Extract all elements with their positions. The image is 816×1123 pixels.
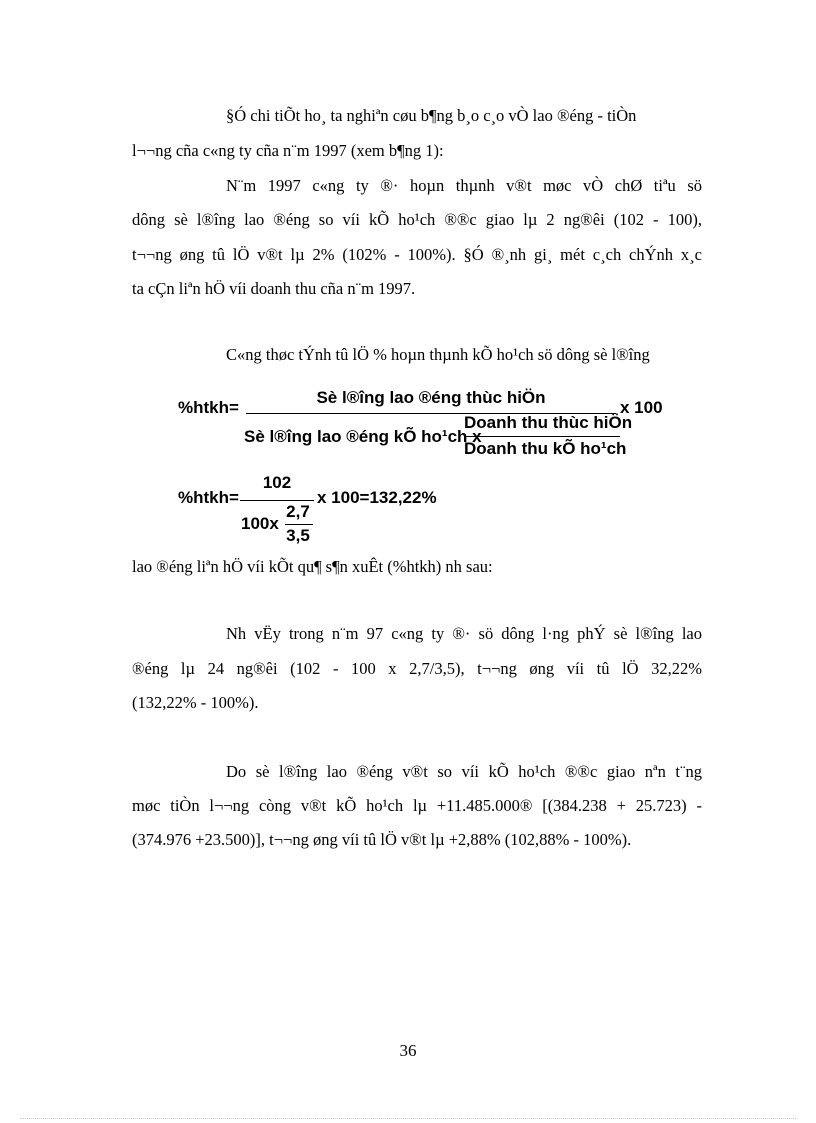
formula-1-suffix: x 100	[620, 398, 663, 417]
paragraph-2-line-1: N¨m 1997 c«ng ty ®· hoµn thµnh v®t møc vÒ chØ tiªu sö	[226, 176, 702, 195]
paragraph-1-line-2: l¬¬ng cña c«ng ty cña n¨m 1997 (xem b¶ng 1):	[132, 141, 444, 160]
formula-2-denominator-prefix: 100x	[241, 514, 279, 533]
formula-2-main-bar	[240, 500, 314, 501]
formula-2-inner-bar	[285, 524, 313, 525]
formula-2-lhs: %htkh=	[178, 488, 239, 507]
footer-divider	[20, 1118, 796, 1119]
formula-1-denominator-prefix: Sè l®îng lao ®éng kÕ ho¹ch x	[244, 427, 482, 446]
paragraph-2-line-3: t¬¬ng øng tû lÖ v®t lµ 2% (102% - 100%). §Ó ®¸nh gi¸ mét c¸ch chÝnh x¸c	[132, 245, 702, 264]
paragraph-5-line-3: (132,22% - 100%).	[132, 693, 259, 712]
formula-1-inner-numerator: Doanh thu thùc hiÖn	[464, 413, 633, 432]
formula-2-numerator: 102	[262, 473, 292, 492]
formula-1-numerator: Sè l®îng lao ®éng thùc hiÖn	[316, 388, 546, 407]
paragraph-1-line-1: §Ó chi tiÕt ho¸ ta nghiªn cøu b¶ng b¸o c¸o vÒ lao ®éng - tiÒn	[226, 106, 637, 125]
formula-1-lhs: %htkh=	[178, 398, 239, 417]
paragraph-6-line-2: møc tiÒn l¬¬ng còng v®t kÕ ho¹ch lµ +11.485.000® [(384.238 + 25.723) -	[132, 796, 702, 815]
paragraph-3: C«ng thøc tÝnh tû lÖ % hoµn thµnh kÕ ho¹ch sö dông sè l®îng	[226, 345, 650, 364]
formula-1-inner-denominator: Doanh thu kÕ ho¹ch	[464, 439, 627, 458]
page-number: 36	[399, 1041, 417, 1060]
paragraph-2-line-4: ta cÇn liªn hÖ víi doanh thu cña n¨m 1997.	[132, 279, 416, 298]
formula-2-inner-denominator: 3,5	[286, 526, 310, 545]
paragraph-2-line-2: dông sè l®îng lao ®éng so víi kÕ ho¹ch ®®c giao lµ 2 ng®êi (102 - 100),	[132, 210, 702, 229]
formula-2-inner-numerator: 2,7	[286, 502, 310, 521]
formula-1-inner-bar	[464, 436, 620, 437]
paragraph-5-line-1: Nh vËy trong n¨m 97 c«ng ty ®· sö dông l·ng phÝ sè l®îng lao	[226, 624, 702, 643]
formula-2-result: x 100=132,22%	[317, 488, 437, 507]
paragraph-6-line-3: (374.976 +23.500)], t¬¬ng øng víi tû lÖ v®t lµ +2,88% (102,88% - 100%).	[132, 830, 632, 849]
paragraph-6-line-1: Do sè l®îng lao ®éng v®t so víi kÕ ho¹ch ®®c giao nªn t¨ng	[226, 762, 702, 781]
paragraph-4: lao ®éng liªn hÖ víi kÕt qu¶ s¶n xuÊt (%htkh) nh sau:	[132, 557, 493, 576]
paragraph-5-line-2: ®éng lµ 24 ng®êi (102 - 100 x 2,7/3,5), t¬¬ng øng víi tû lÖ 32,22%	[132, 659, 702, 678]
